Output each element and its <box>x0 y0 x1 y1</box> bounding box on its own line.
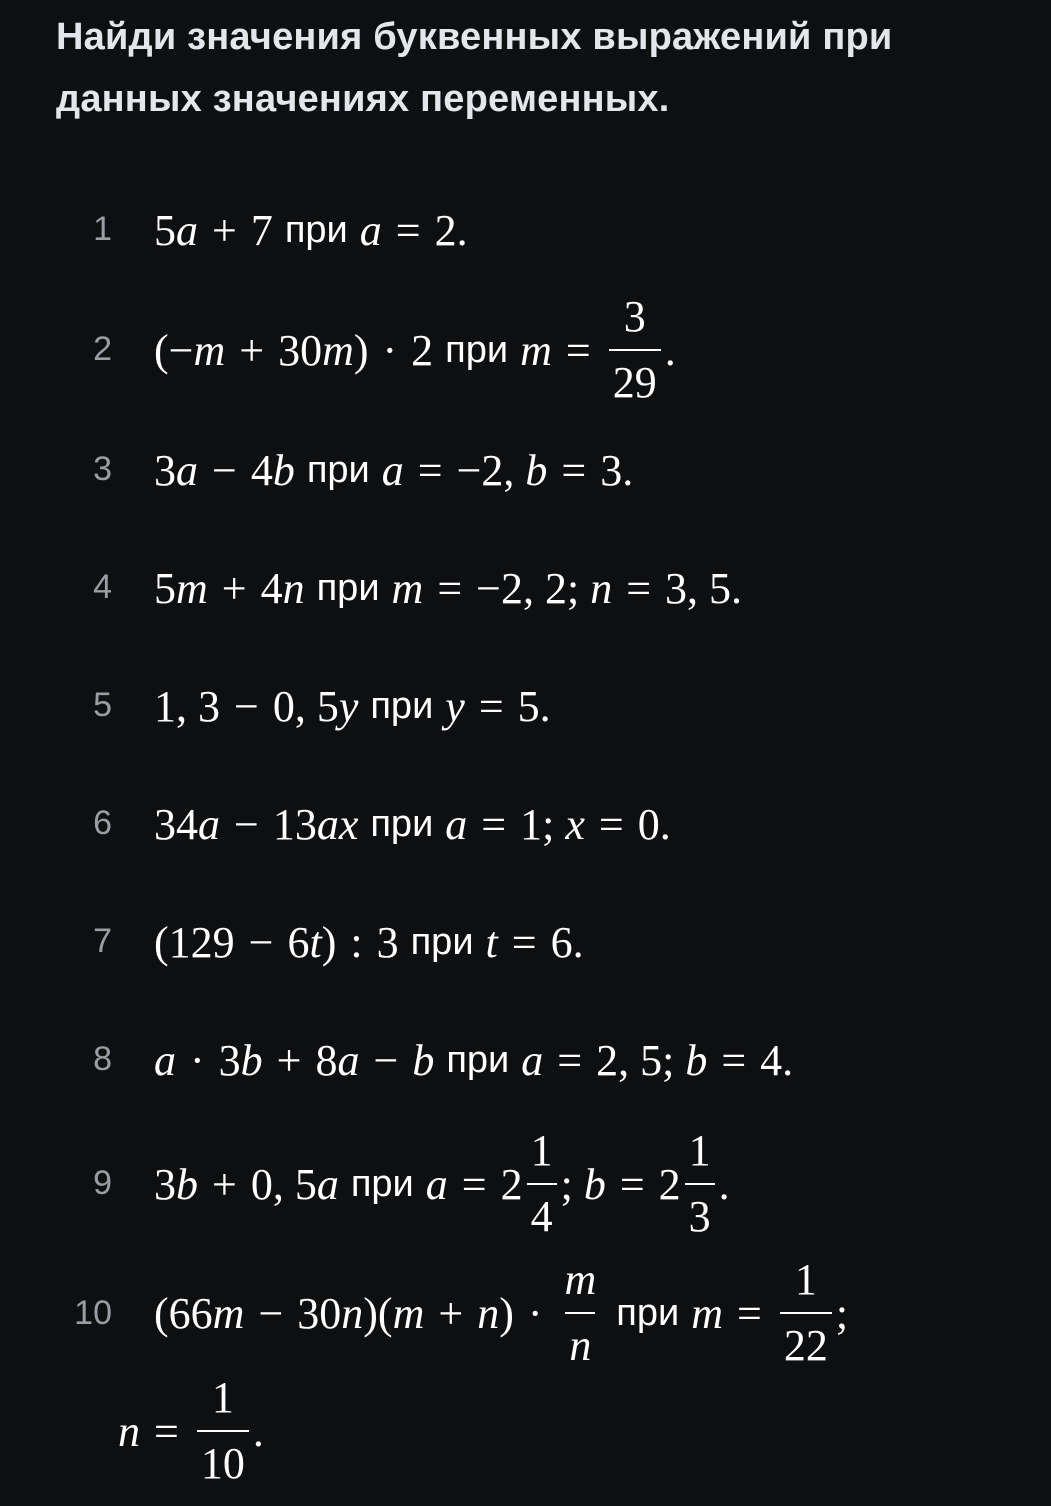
task-heading: Найди значения буквенных выражений при данных значениях переменных. <box>56 16 893 120</box>
item-number: 5 <box>93 686 112 724</box>
item-number: 9 <box>93 1164 112 1202</box>
item-number: 6 <box>93 804 112 842</box>
item-expression-continued: n = $\frac{1}{10}$ . <box>118 1373 264 1488</box>
item-expression: 5 m + 4 n при m = −2, 2; n = 3, 5. <box>154 563 743 613</box>
task-item-7 <box>0 910 1051 974</box>
task-item-5 <box>0 674 1051 738</box>
item-number: 7 <box>93 922 112 960</box>
fraction: $\frac{3}{29}$ <box>609 295 661 405</box>
item-expression: 3 a − 4 b при a = −2, b = 3. <box>154 445 634 495</box>
item-expression: 1, 3 − 0, 5 y при y = 5. <box>154 681 551 731</box>
item-expression: a · 3 b + 8 a − b при a = 2, 5; b = 4. <box>154 1035 794 1085</box>
task-item-1 <box>0 198 1051 262</box>
fraction: $\frac{1}{3}$ <box>685 1129 715 1239</box>
task-item-9 <box>0 1120 1051 1248</box>
item-number: 8 <box>93 1040 112 1078</box>
task-item-10 <box>0 1248 1051 1498</box>
item-expression: (66 m − 30 n )( m + n ) · $\frac{m}{n}$ при m = $\frac{1}{22}$ ; <box>154 1255 849 1370</box>
item-number: 10 <box>74 1294 112 1332</box>
item-expression: 3 b + 0, 5 a при a = 2 $\frac{1}{4}$ ; b = 2 $\frac{1}{3}$ . <box>154 1126 730 1241</box>
fraction: $\frac{1}{22}$ <box>780 1258 832 1368</box>
fraction: $\frac{1}{4}$ <box>527 1129 557 1239</box>
task-item-6 <box>0 792 1051 856</box>
fraction: $\frac{1}{10}$ <box>197 1376 249 1486</box>
fraction: $\frac{m}{n}$ <box>564 1255 597 1370</box>
item-expression: 34 a − 13 ax при a = 1; x = 0. <box>154 799 671 849</box>
task-item-4 <box>0 556 1051 620</box>
item-number: 4 <box>93 568 112 606</box>
item-number: 1 <box>93 210 112 248</box>
task-item-2 <box>0 280 1051 420</box>
item-expression: (− m + 30 m ) · 2 при m = $\frac{3}{29}$ . <box>154 292 676 407</box>
item-number: 2 <box>93 330 112 368</box>
item-expression: (129 − 6 t ) : 3 при t = 6. <box>154 917 584 967</box>
item-number: 3 <box>93 450 112 488</box>
task-item-8 <box>0 1028 1051 1092</box>
item-expression: 5 a + 7 при a = 2. <box>154 205 468 255</box>
task-item-3 <box>0 438 1051 502</box>
